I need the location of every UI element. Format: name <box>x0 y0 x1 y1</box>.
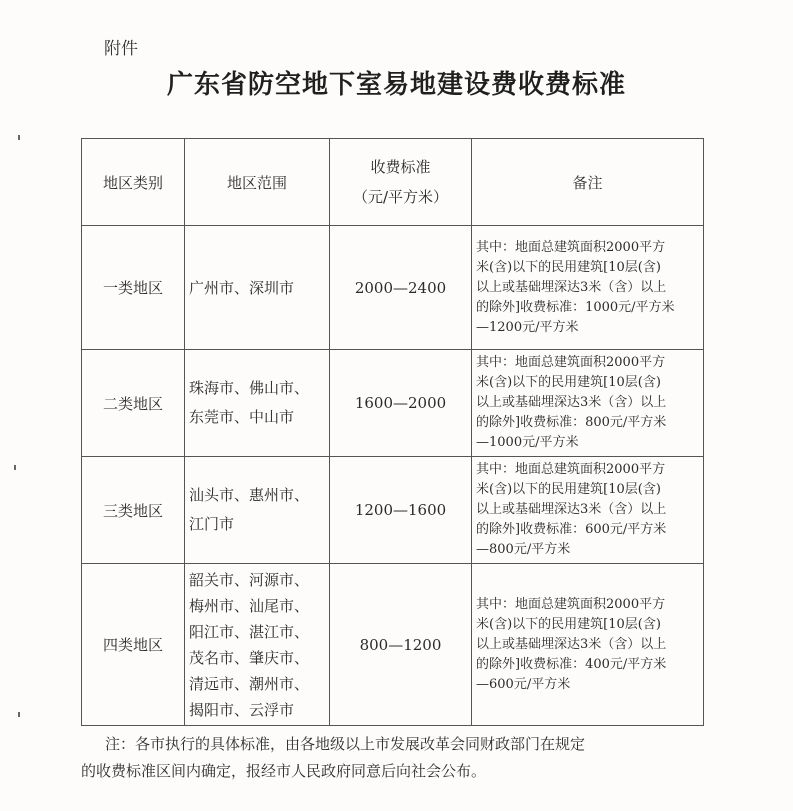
fee-standard-table <box>81 138 704 726</box>
remark-line: —1200元/平方米 <box>476 319 579 335</box>
remark-line: 以上或基础埋深达3米（含）以上 <box>476 395 667 410</box>
scan-margin-mark <box>18 712 20 717</box>
remark-line: 的除外]收费标准：1000元/平方米 <box>476 299 675 315</box>
footnote-line: 注：各市执行的具体标准，由各地级以上市发展改革会同财政部门在规定 <box>105 735 586 753</box>
header-region-scope: 地区范围 <box>185 139 330 226</box>
region-type-cell: 二类地区 <box>82 350 185 457</box>
remark-cell <box>472 457 704 564</box>
remark-line: 的除外]收费标准：600元/平方米 <box>476 522 667 537</box>
region-type-cell: 四类地区 <box>82 564 185 726</box>
scope-line: 韶关市、河源市、 <box>189 570 310 589</box>
remark-line: 以上或基础埋深达3米（含）以上 <box>476 502 667 517</box>
region-type-cell: 一类地区 <box>82 226 185 350</box>
scope-line: 梅州市、汕尾市、 <box>189 596 310 615</box>
table-row <box>82 226 704 350</box>
header-fee-standard <box>330 139 472 226</box>
footnote <box>81 731 721 785</box>
region-scope-cell <box>185 350 330 457</box>
remark-line: 其中：地面总建筑面积2000平方 <box>476 462 666 477</box>
region-scope-cell <box>185 226 330 350</box>
scope-line: 东莞市、中山市 <box>189 408 295 426</box>
region-scope-cell <box>185 457 330 564</box>
remark-cell <box>472 226 704 350</box>
remark-line: 的除外]收费标准：800元/平方米 <box>476 415 667 430</box>
attachment-label: 附件 <box>104 39 138 59</box>
remark-line: 其中：地面总建筑面积2000平方 <box>476 355 666 370</box>
scope-line: 揭阳市、云浮市 <box>189 700 295 719</box>
remark-line: —600元/平方米 <box>476 676 571 692</box>
scan-margin-mark <box>14 465 16 470</box>
scope-line: 汕头市、惠州市、 <box>189 486 310 504</box>
remark-line: 以上或基础埋深达3米（含）以上 <box>476 636 667 652</box>
scope-line: 江门市 <box>189 515 235 533</box>
document-title: 广东省防空地下室易地建设费收费标准 <box>166 70 626 100</box>
remark-line: 以上或基础埋深达3米（含）以上 <box>476 279 667 295</box>
remark-line: 米(含)以下的民用建筑[10层(含) <box>476 375 661 390</box>
table-row <box>82 350 704 457</box>
region-type-cell: 三类地区 <box>82 457 185 564</box>
fee-cell: 1600—2000 <box>330 350 472 457</box>
header-remark: 备注 <box>472 139 704 226</box>
scope-line: 清远市、潮州市、 <box>189 674 310 693</box>
header-fee-unit: （元/平方米） <box>352 188 449 206</box>
remark-cell <box>472 350 704 457</box>
remark-cell <box>472 564 704 726</box>
remark-line: 米(含)以下的民用建筑[10层(含) <box>476 482 661 497</box>
remark-line: —800元/平方米 <box>476 542 571 557</box>
remark-line: 的除外]收费标准：400元/平方米 <box>476 656 667 672</box>
header-region-type: 地区类别 <box>82 139 185 226</box>
scope-line: 阳江市、湛江市、 <box>189 622 310 641</box>
remark-line: —1000元/平方米 <box>476 435 579 450</box>
remark-line: 米(含)以下的民用建筑[10层(含) <box>476 616 661 632</box>
remark-line: 米(含)以下的民用建筑[10层(含) <box>476 259 661 275</box>
scan-margin-mark <box>18 135 20 140</box>
footnote-line: 的收费标准区间内确定，报经市人民政府同意后向社会公布。 <box>81 762 487 780</box>
scope-line: 广州市、深圳市 <box>189 278 295 297</box>
table-header-row <box>82 139 704 226</box>
remark-line: 其中：地面总建筑面积2000平方 <box>476 596 666 612</box>
fee-cell: 1200—1600 <box>330 457 472 564</box>
remark-line: 其中：地面总建筑面积2000平方 <box>476 239 666 255</box>
header-fee-title: 收费标准 <box>370 158 431 176</box>
scope-line: 珠海市、佛山市、 <box>189 379 310 397</box>
table-row <box>82 457 704 564</box>
scope-line: 茂名市、肇庆市、 <box>189 648 310 667</box>
fee-cell: 800—1200 <box>330 564 472 726</box>
fee-cell: 2000—2400 <box>330 226 472 350</box>
region-scope-cell <box>185 564 330 726</box>
table-row <box>82 564 704 726</box>
